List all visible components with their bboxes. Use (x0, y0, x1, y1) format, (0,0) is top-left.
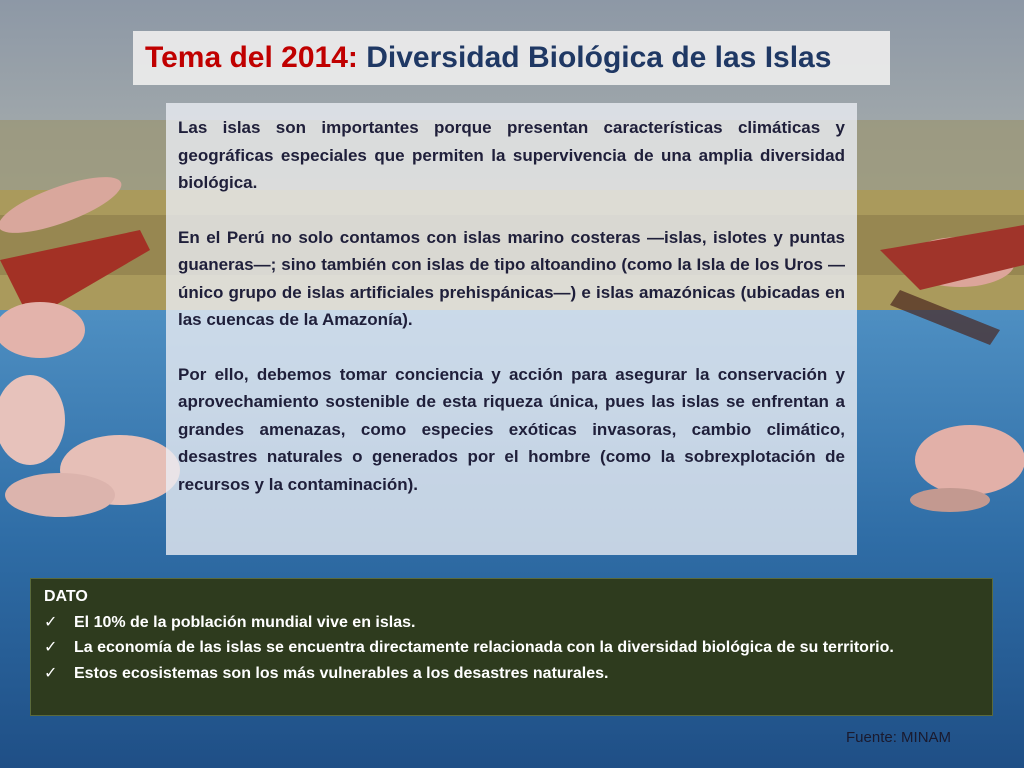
dato-item-text: La economía de las islas se encuentra directamente relacionada con la diversidad biológica de su territorio. (74, 639, 894, 656)
paragraph-conservation: Por ello, debemos tomar conciencia y acción para asegurar la conservación y aprovechamiento sostenible de esta riqueza única, pues las islas se enfrentan a grandes amenazas, como especies exóticas invasoras, cambio climático, desastres naturales o generados por el hombre (como la sobrexplotación de recursos y la contaminación). (178, 364, 845, 494)
source-credit: Fuente: MINAM (846, 729, 952, 746)
slide-title (133, 31, 890, 85)
dato-box (30, 578, 993, 716)
body-text-box (166, 103, 857, 555)
dato-list (44, 610, 980, 687)
list-item (44, 610, 980, 636)
dato-item-text: Estos ecosistemas son los más vulnerables a los desastres naturales. (74, 664, 609, 682)
paragraph-islands-importance: Las islas son importantes porque presentan características climáticas y geográficas especiales que permiten la supervivencia de una amplia diversidad biológica. (178, 118, 845, 192)
title-prefix: Tema del 2014: (145, 41, 358, 74)
dato-item-text: El 10% de la población mundial vive en islas. (74, 613, 416, 631)
paragraph-peru-islands: En el Perú no solo contamos con islas marino costeras —islas, islotes y puntas guaneras—; sino también con islas de tipo altoandino (como la Isla de los Uros —único grupo de islas artificiales prehispánicas—) e islas amazónicas (ubicadas en las cuencas de la Amazonía). (178, 227, 845, 329)
title-main: Diversidad Biológica de las Islas (366, 41, 832, 74)
list-item (44, 661, 980, 687)
checkmark-icon: ✓ (44, 613, 58, 631)
dato-heading: DATO (44, 588, 88, 605)
checkmark-icon: ✓ (44, 639, 58, 656)
list-item (44, 635, 980, 661)
checkmark-icon: ✓ (44, 664, 58, 682)
